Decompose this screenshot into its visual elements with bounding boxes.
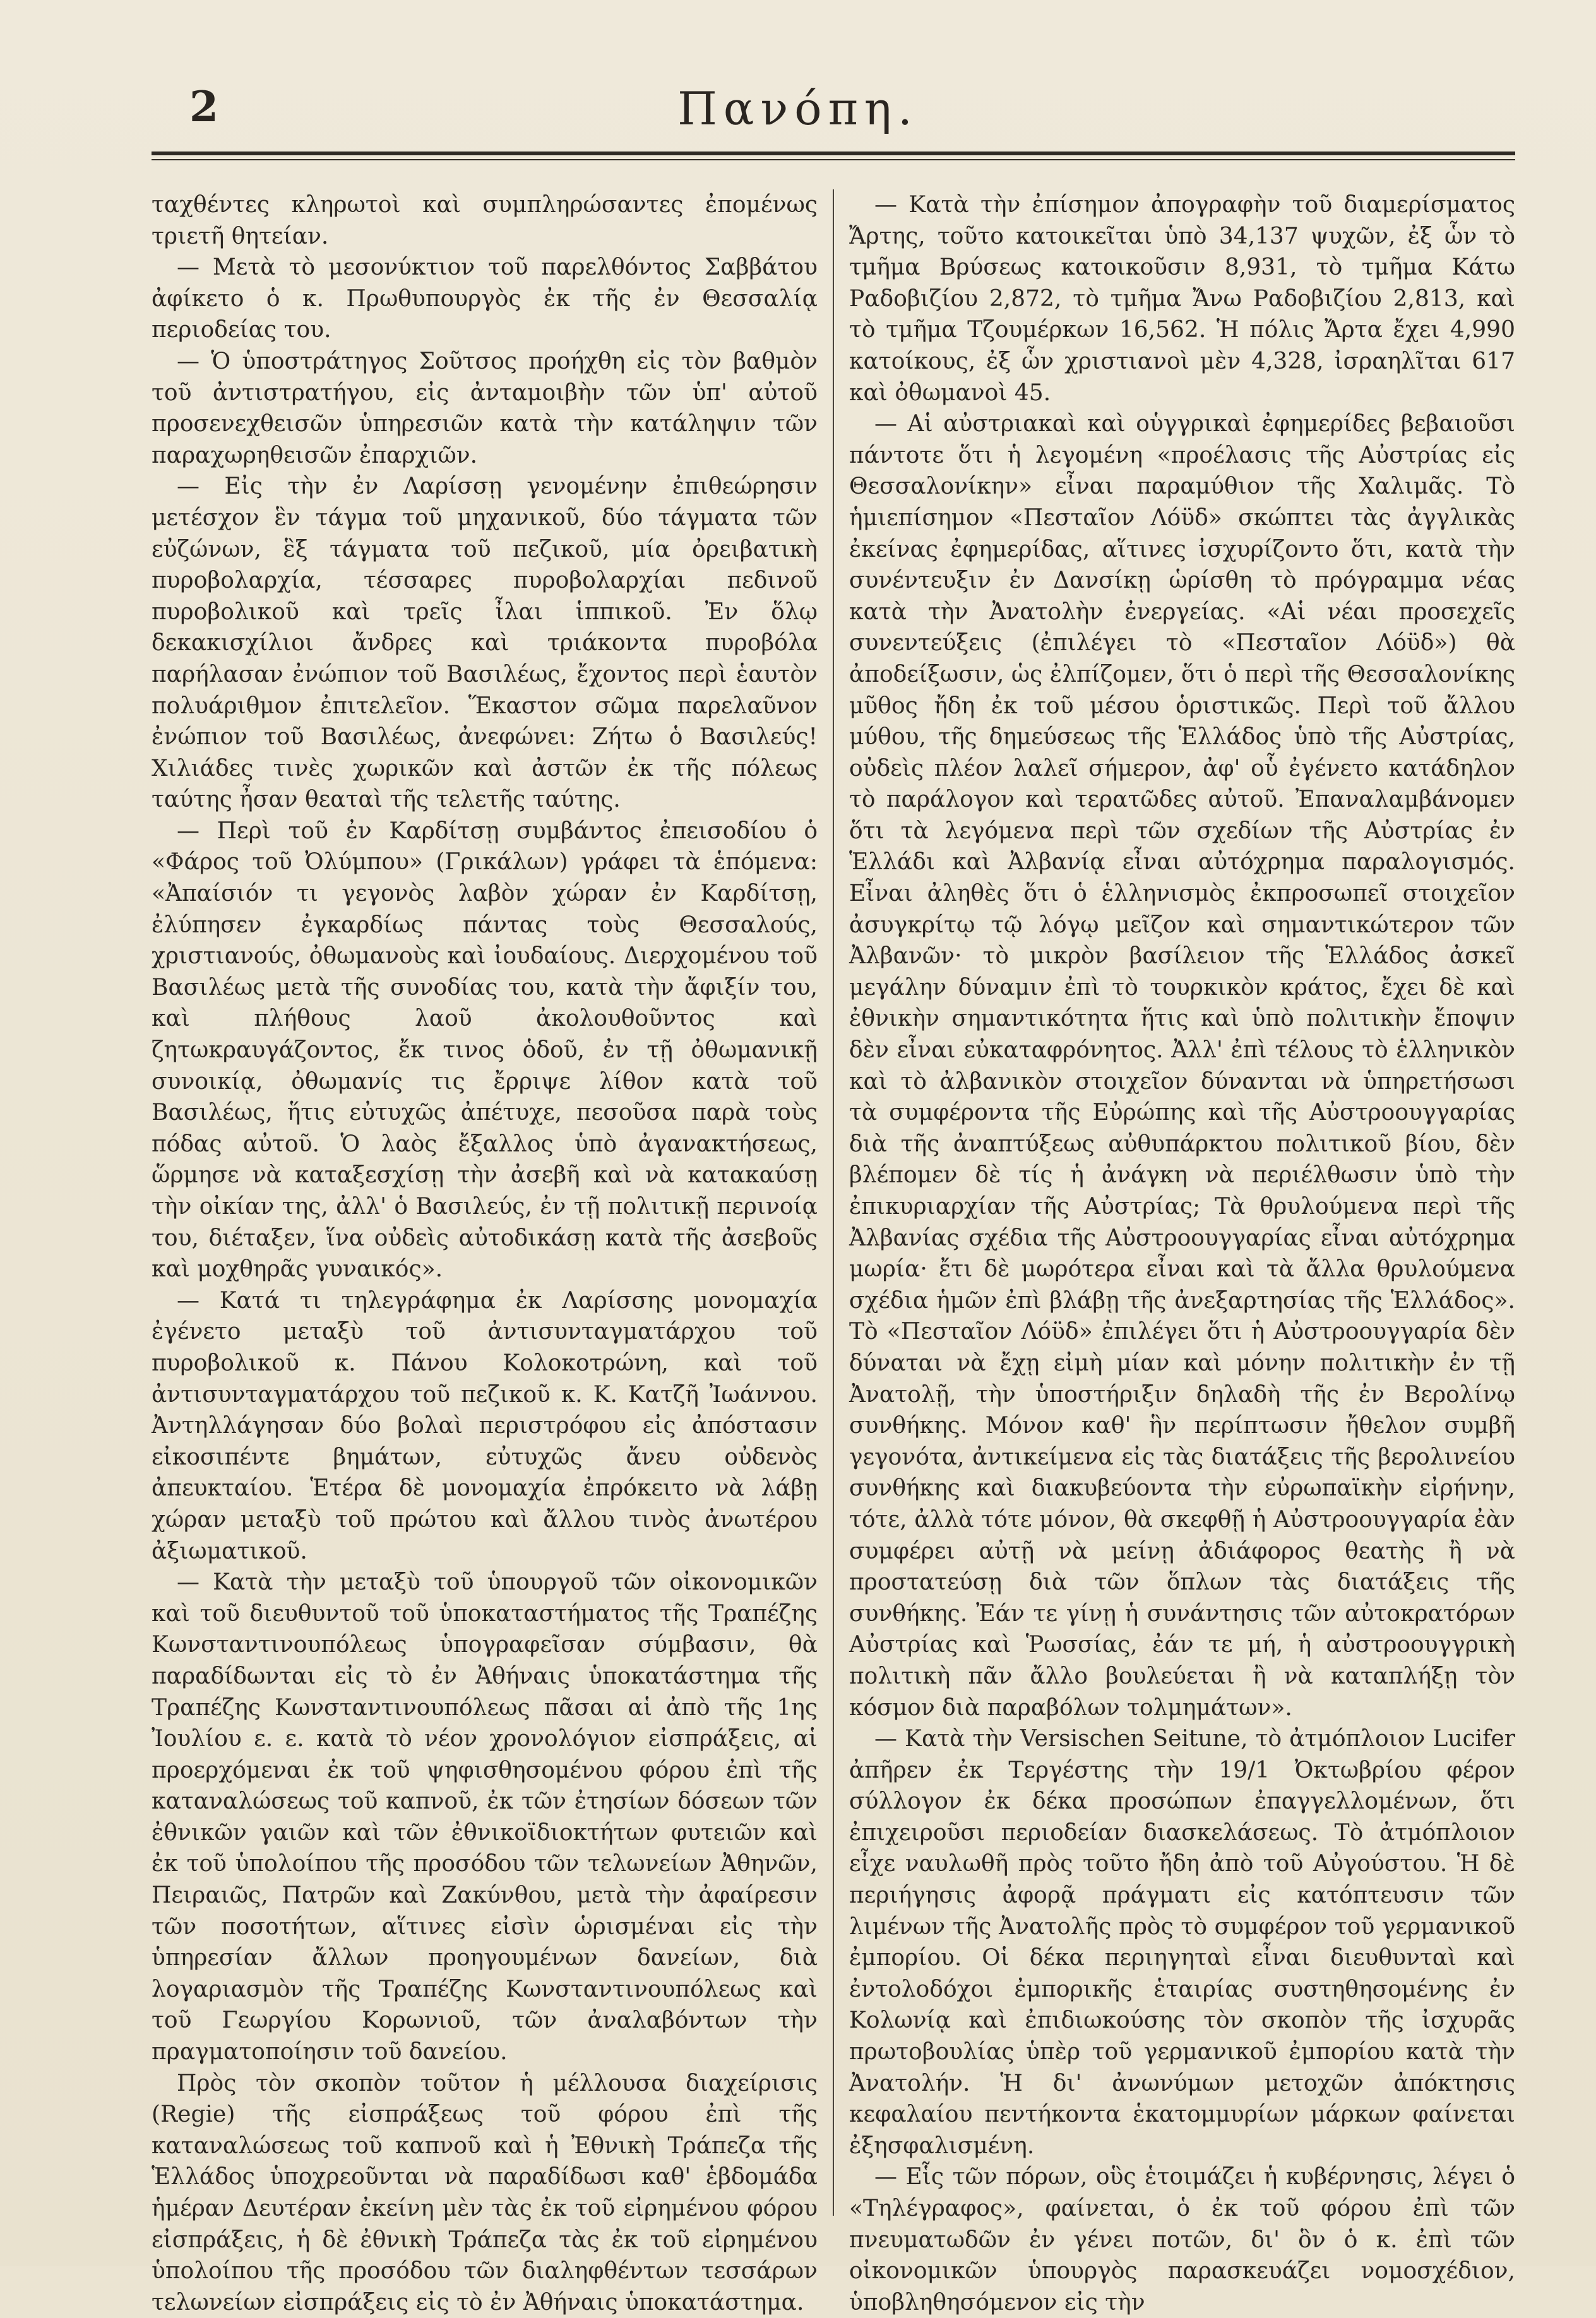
paragraph: — Μετὰ τὸ μεσονύκτιον τοῦ παρελθόντος Σαββάτου ἀφίκετο ὁ κ. Πρωθυπουργὸς ἐκ τῆς ἐν Θεσσαλίᾳ περιοδείας του. [152, 254, 818, 343]
paragraph: — Κατὰ τὴν ἐπίσημον ἀπογραφὴν τοῦ διαμερίσματος Ἄρτης, τοῦτο κατοικεῖται ὑπὸ 34,137 ψυχῶν, ἐξ ὧν τὸ τμῆμα Βρύσεως κατοικοῦσιν 8,931, τὸ τμῆμα Κάτω Ραδοβιζίου 2,872, τὸ τμῆμα Ἄνω Ραδοβιζίου 2,813, καὶ τὸ τμῆμα Τζουμέρκων 16,562. Ἡ πόλις Ἄρτα ἔχει 4,990 κατοίκους, ἐξ ὧν χριστιανοὶ μὲν 4,328, ἰσραηλῖται 617 καὶ ὀθωμανοὶ 45. [849, 192, 1515, 406]
paragraph: — Κατὰ τὴν μεταξὺ τοῦ ὑπουργοῦ τῶν οἰκονομικῶν καὶ τοῦ διευθυντοῦ τοῦ ὑποκαταστήματος τῆς Τραπέζης Κωνσταντινουπόλεως ὑπογραφεῖσαν σύμβασιν, θὰ παραδίδωνται εἰς τὸ ἐν Ἀθήναις ὑποκατάστημα τῆς Τραπέζης Κωνσταντινουπόλεως πᾶσαι αἱ ἀπὸ τῆς 1ης Ἰουλίου ε. ε. κατὰ τὸ νέον χρονολόγιον εἰσπράξεις, αἱ προερχόμεναι ἐκ τοῦ ψηφισθησομένου φόρου ἐπὶ τῆς καταναλώσεως τοῦ καπνοῦ, ἐκ τῶν ἐτησίων δόσεων τῶν ἐθνικῶν γαιῶν καὶ τῶν ἐθνικοϊδιοκτήτων φυτειῶν καὶ ἐκ τοῦ ὑπολοίπου τῆς προσόδου τῶν τελωνείων Ἀθηνῶν, Πειραιῶς, Πατρῶν καὶ Ζακύνθου, μετὰ τὴν ἀφαίρεσιν τῶν ποσοτήτων, αἵτινες εἰσὶν ὡρισμέναι εἰς τὴν ὑπηρεσίαν ἄλλων προηγουμένων δανείων, διὰ λογαριασμὸν τῆς Τραπέζης Κωνσταντινουπόλεως καὶ τοῦ Γεωργίου Κορωνιοῦ, τῶν ἀναλαβόντων τὴν πραγματοποίησιν τοῦ δανείου. [152, 1569, 818, 2065]
header-rule [152, 152, 1515, 155]
paragraph: — Εἰς τὴν ἐν Λαρίσσῃ γενομένην ἐπιθεώρησιν μετέσχον ἓν τάγμα τοῦ μηχανικοῦ, δύο τάγματα τῶν εὐζώνων, ἓξ τάγματα τοῦ πεζικοῦ, μία ὀρειβατικὴ πυροβολαρχία, τέσσαρες πυροβολαρχίαι πεδινοῦ πυροβολικοῦ καὶ τρεῖς ἶλαι ἱππικοῦ. Ἐν ὅλῳ δεκακισχίλιοι ἄνδρες καὶ τριάκοντα πυροβόλα παρήλασαν ἐνώπιον τοῦ Βασιλέως, ἔχοντος περὶ ἑαυτὸν πολυάριθμον ἐπιτελεῖον. Ἕκαστον σῶμα παρελαῦνον ἐνώπιον τοῦ Βασιλέως, ἀνεφώνει: Ζήτω ὁ Βασιλεύς! Χιλιάδες τινὲς χωρικῶν καὶ ἀστῶν ἐκ τῆς πόλεως ταύτης ἦσαν θεαταὶ τῆς τελετῆς ταύτης. [152, 473, 818, 813]
paragraph: — Ὁ ὑποστράτηγος Σοῦτσος προήχθη εἰς τὸν βαθμὸν τοῦ ἀντιστρατήγου, εἰς ἀνταμοιβὴν τῶν ὑπ' αὐτοῦ προσενεχθεισῶν ὑπηρεσιῶν κατὰ τὴν κατάληψιν τῶν παραχωρηθεισῶν ἐπαρχιῶν. [152, 348, 818, 468]
page-number: 2 [189, 82, 218, 131]
paragraph: — Εἷς τῶν πόρων, οὓς ἑτοιμάζει ἡ κυβέρνησις, λέγει ὁ «Τηλέγραφος», φαίνεται, ὁ ἐκ τοῦ φόρου ἐπὶ τῶν πνευματωδῶν ἐν γένει ποτῶν, δι' ὃν ὁ κ. ἐπὶ τῶν οἰκονομικῶν ὑπουργὸς παρασκευάζει νομοσχέδιον, ὑποβληθησόμενον εἰς τὴν [849, 2164, 1515, 2315]
paragraph: — Περὶ τοῦ ἐν Καρδίτσῃ συμβάντος ἐπεισοδίου ὁ «Φάρος τοῦ Ὀλύμπου» (Γρικάλων) γράφει τὰ ἑπόμενα: «Ἀπαίσιόν τι γεγονὸς λαβὸν χώραν ἐν Καρδίτσῃ, ἐλύπησεν ἐγκαρδίως πάντας τοὺς Θεσσαλούς, χριστιανούς, ὀθωμανοὺς καὶ ἰουδαίους. Διερχομένου τοῦ Βασιλέως μετὰ τῆς συνοδίας του, κατὰ τὴν ἄφιξίν του, καὶ πλήθους λαοῦ ἀκολουθοῦντος καὶ ζητωκραυγάζοντος, ἔκ τινος ὁδοῦ, ἐν τῇ ὀθωμανικῇ συνοικίᾳ, ὀθωμανίς τις ἔρριψε λίθον κατὰ τοῦ Βασιλέως, ἥτις εὐτυχῶς ἀπέτυχε, πεσοῦσα παρὰ τοὺς πόδας αὐτοῦ. Ὁ λαὸς ἔξαλλος ὑπὸ ἀγανακτήσεως, ὥρμησε νὰ καταξεσχίσῃ τὴν ἀσεβῆ καὶ νὰ κατακαύσῃ τὴν οἰκίαν της, ἀλλ' ὁ Βασιλεύς, ἐν τῇ πολιτικῇ περινοίᾳ του, διέταξεν, ἵνα οὐδεὶς αὐτοδικάσῃ κατὰ τῆς ἀσεβοῦς καὶ μοχθηρᾶς γυναικός». [152, 817, 818, 1283]
paragraph: — Κατά τι τηλεγράφημα ἐκ Λαρίσσης μονομαχία ἐγένετο μεταξὺ τοῦ ἀντισυνταγματάρχου τοῦ πυροβολικοῦ κ. Πάνου Κολοκοτρώνη, καὶ τοῦ ἀντισυνταγματάρχου τοῦ πεζικοῦ κ. Κ. Κατζῆ Ἰωάννου. Ἀντηλλάγησαν δύο βολαὶ περιστρόφου εἰς ἀπόστασιν εἰκοσιπέντε βημάτων, εὐτυχῶς ἄνευ οὐδενὸς ἀπευκταίου. Ἑτέρα δὲ μονομαχία ἐπρόκειτο νὰ λάβῃ χώραν μεταξὺ τοῦ πρώτου καὶ ἄλλου τινὸς ἀνωτέρου ἀξιωματικοῦ. [152, 1287, 818, 1564]
paragraph: Πρὸς τὸν σκοπὸν τοῦτον ἡ μέλλουσα διαχείρισις (Regie) τῆς εἰσπράξεως τοῦ φόρου ἐπὶ τῆς καταναλώσεως τοῦ καπνοῦ καὶ ἡ Ἐθνικὴ Τράπεζα τῆς Ἑλλάδος ὑποχρεοῦνται νὰ παραδίδωσι καθ' ἑβδομάδα ἡμέραν Δευτέραν ἐκείνη μὲν τὰς ἐκ τοῦ εἰρημένου φόρου εἰσπράξεις, ἡ δὲ ἐθνικὴ Τράπεζα τὰς ἐκ τοῦ εἰρημένου ὑπολοίπου τῆς προσόδου τῶν διαληφθέντων τεσσάρων τελωνείων εἰσπράξεις εἰς τὸ ἐν Ἀθήναις ὑποκατάστημα. [152, 2070, 818, 2315]
column-divider [833, 189, 834, 2216]
left-column [152, 189, 818, 2315]
paragraph: ταχθέντες κληρωτοὶ καὶ συμπληρώσαντες ἐπομένως τριετῆ θητείαν. [152, 192, 818, 249]
masthead-title: Πανόπη. [677, 82, 919, 135]
right-column [849, 189, 1515, 2315]
paragraph: — Κατὰ τὴν Versischen Seitune, τὸ ἀτμόπλοιον Lucifer ἀπῆρεν ἐκ Τεργέστης τὴν 19/1 Ὀκτωβρίου φέρον σύλλογον ἐκ δέκα προσώπων ἐπαγγελλομένων, ὅτι ἐπιχειροῦσι περιοδείαν διασκελάσεως. Τὸ ἀτμόπλοιον εἶχε ναυλωθῆ πρὸς τοῦτο ἤδη ἀπὸ τοῦ Αὐγούστου. Ἡ δὲ περιήγησις ἀφορᾷ πράγματι εἰς κατόπτευσιν τῶν λιμένων τῆς Ἀνατολῆς πρὸς τὸ συμφέρον τοῦ γερμανικοῦ ἐμπορίου. Οἱ δέκα περιηγηταὶ εἶναι διευθυνταὶ καὶ ἐντολοδόχοι ἐμπορικῆς ἑταιρίας συστηθησομένης ἐν Κολωνίᾳ καὶ ἐπιδιωκούσης τὸν σκοπὸν τῆς ἰσχυρᾶς πρωτοβουλίας ὑπὲρ τοῦ γερμανικοῦ ἐμπορίου κατὰ τὴν Ἀνατολήν. Ἡ δι' ἀνωνύμων μετοχῶν ἀπόκτησις κεφαλαίου πεντήκοντα ἑκατομμυρίων μάρκων φαίνεται ἐξησφαλισμένη. [849, 1726, 1515, 2159]
paragraph: — Αἱ αὐστριακαὶ καὶ οὑγγρικαὶ ἐφημερίδες βεβαιοῦσι πάντοτε ὅτι ἡ λεγομένη «προέλασις τῆς Αὐστρίας εἰς Θεσσαλονίκην» εἶναι παραμύθιον τῆς Χαλιμᾶς. Τὸ ἡμιεπίσημον «Πεσταῖον Λόϋδ» σκώπτει τὰς ἀγγλικὰς ἐκείνας ἐφημερίδας, αἵτινες ἰσχυρίζοντο ὅτι, κατὰ τὴν συνέντευξιν ἐν Δανσίκῃ ὡρίσθη τὸ πρόγραμμα νέας κατὰ τὴν Ἀνατολὴν ἐνεργείας. «Αἱ νέαι προσεχεῖς συνεντεύξεις (ἐπιλέγει τὸ «Πεσταῖον Λόϋδ») θὰ ἀποδείξωσιν, ὡς ἐλπίζομεν, ὅτι ὁ περὶ τῆς Θεσσαλονίκης μῦθος ἤδη ἐκ τοῦ μέσου ὁριστικῶς. Περὶ τοῦ ἄλλου μύθου, τῆς δημεύσεως τῆς Ἑλλάδος ὑπὸ τῆς Αὐστρίας, οὐδεὶς πλέον λαλεῖ σήμερον, ἀφ' οὗ ἐγένετο κατάδηλον τὸ παράλογον καὶ τερατῶδες αὐτοῦ. Ἐπαναλαμβάνομεν ὅτι τὰ λεγόμενα περὶ τῶν σχεδίων τῆς Αὐστρίας ἐν Ἑλλάδι καὶ Ἀλβανίᾳ εἶναι αὐτόχρημα παραλογισμός. Εἶναι ἀληθὲς ὅτι ὁ ἑλληνισμὸς ἐκπροσωπεῖ στοιχεῖον ἀσυγκρίτῳ τῷ λόγῳ μεῖζον καὶ σημαντικώτερον τῶν Ἀλβανῶν· τὸ μικρὸν βασίλειον τῆς Ἑλλάδος ἀσκεῖ μεγάλην δύναμιν ἐπὶ τὸ τουρκικὸν κράτος, ἔχει δὲ καὶ ἐθνικὴν σημαντικότητα ἥτις καὶ ὑπὸ πολιτικὴν ἔποψιν δὲν εἶναι εὐκαταφρόνητος. Ἀλλ' ἐπὶ τέλους τὸ ἑλληνικὸν καὶ τὸ ἀλβανικὸν στοιχεῖον δύνανται νὰ ὑπηρετήσωσι τὰ συμφέροντα τῆς Εὐρώπης καὶ τῆς Αὐστροουγγαρίας διὰ τῆς ἀναπτύξεως αὐθυπάρκτου πολιτικοῦ βίου, δὲν βλέπομεν δὲ τίς ἡ ἀνάγκη νὰ περιέλθωσιν ὑπὸ τὴν ἐπικυριαρχίαν τῆς Αὐστρίας; Τὰ θρυλούμενα περὶ τῆς Ἀλβανίας σχέδια τῆς Αὐστροουγγαρίας εἶναι αὐτόχρημα μωρία· ἔτι δὲ μωρότερα εἶναι καὶ τὰ ἄλλα θρυλούμενα σχέδια ἡμῶν ἐπὶ βλάβῃ τῆς ἀνεξαρτησίας τῆς Ἑλλάδος». Τὸ «Πεσταῖον Λόϋδ» ἐπιλέγει ὅτι ἡ Αὐστροουγγαρία δὲν δύναται νὰ ἔχῃ εἰμὴ μίαν καὶ μόνην πολιτικὴν ἐν τῇ Ἀνατολῇ, τὴν ὑποστήριξιν δηλαδὴ τῆς ἐν Βερολίνῳ συνθήκης. Μόνον καθ' ἣν περίπτωσιν ἤθελον συμβῆ γεγονότα, ἀντικείμενα εἰς τὰς διατάξεις τῆς βερολινείου συνθήκης καὶ διακυβεύοντα τὴν εὐρωπαϊκὴν εἰρήνην, τότε, ἀλλὰ τότε μόνον, θὰ σκεφθῇ ἡ Αὐστροουγγαρία ἐὰν συμφέρει αὐτῇ νὰ μείνῃ ἀδιάφορος θεατὴς ἢ νὰ προστατεύσῃ διὰ τῶν ὅπλων τὰς διατάξεις τῆς συνθήκης. Ἐάν τε γίνῃ ἡ συνάντησις τῶν αὐτοκρατόρων Αὐστρίας καὶ Ῥωσσίας, ἐάν τε μή, ἡ αὐστροουγγρικὴ πολιτικὴ πᾶν ἄλλο βουλεύεται ἢ νὰ καταπλήξῃ τὸν κόσμον διὰ παραβόλων τολμημάτων». [849, 411, 1515, 1721]
header-rule-thin [152, 159, 1515, 160]
